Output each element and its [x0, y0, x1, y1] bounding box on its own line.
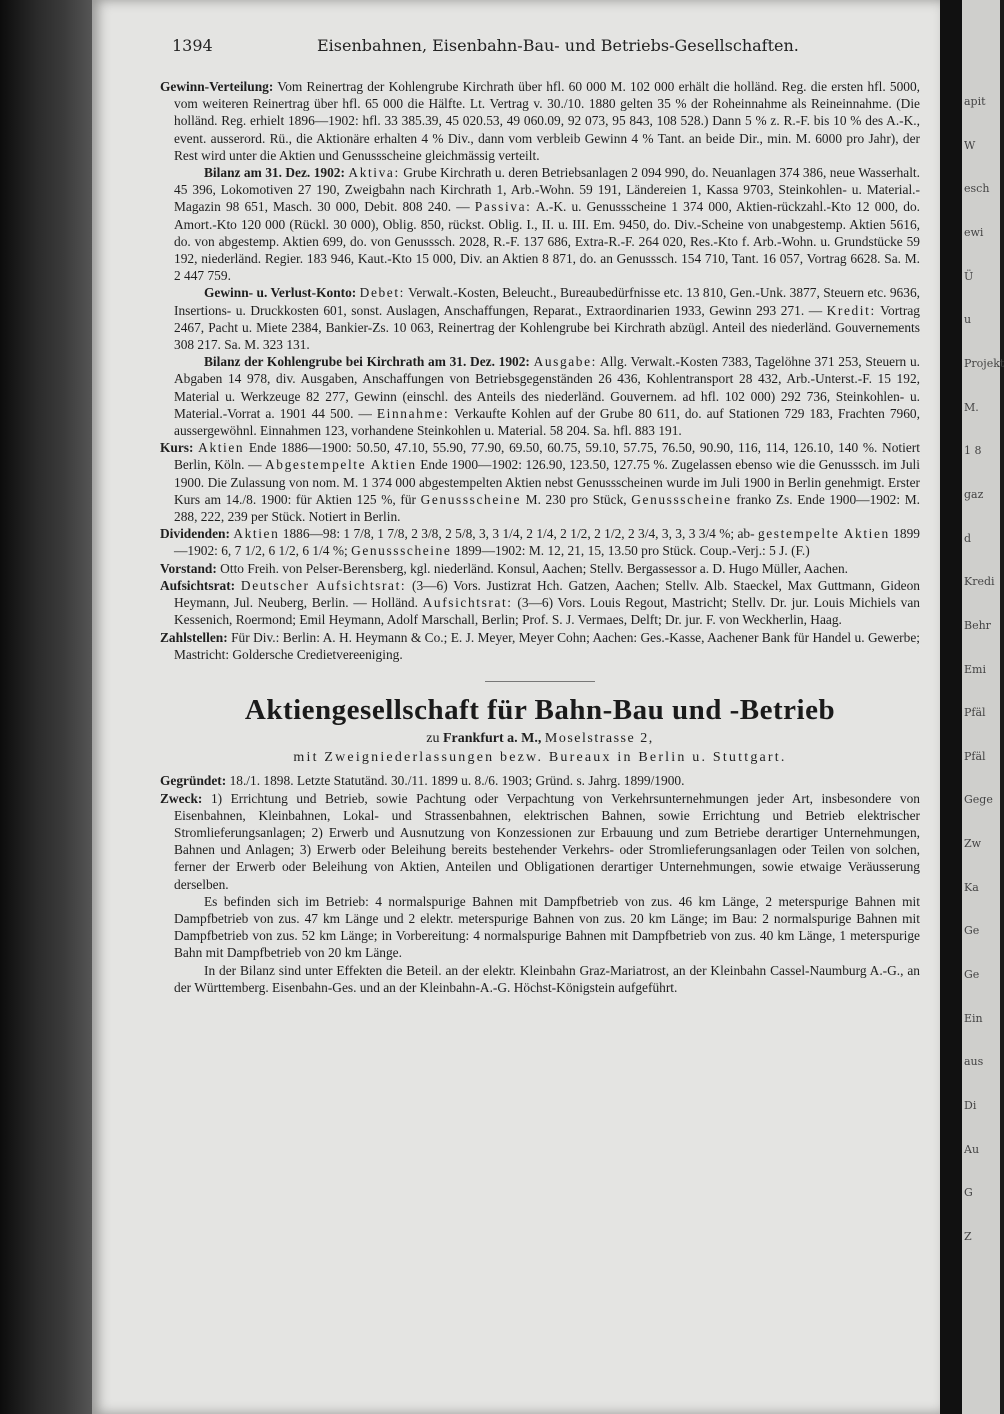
adjacent-page-fragment: Ge: [964, 968, 980, 981]
gewinn-verlust-label: Gewinn- u. Verlust-Konto:: [204, 285, 357, 301]
company-zu: zu: [426, 730, 440, 746]
gegruendet-label: Gegründet:: [160, 773, 227, 789]
running-title: Eisenbahnen, Eisenbahn-Bau- und Betriebs-Gesellschaften.: [317, 36, 799, 55]
kredit-text: Vortrag 2467, Pacht u. Miete 2384, Bankier-Zs. 10 063, Reinertrag der Kohlengrube bei Kirchrath abzügl. Anteil des niederländ. Gouvernements 308 217. Sa. M. 323 131.: [174, 302, 920, 353]
vorstand-text: Otto Freih. von Pelser-Berensberg, kgl. niederländ. Konsul, Aachen; Stellv. Bergassessor a. D. Hugo Müller, Aachen.: [220, 560, 848, 576]
zahlstellen-label: Zahlstellen:: [160, 629, 228, 645]
zahlstellen-paragraph: [160, 629, 920, 663]
section-divider: [485, 681, 595, 682]
adjacent-page-fragment: G: [964, 1186, 973, 1199]
kredit-label: Kredit:: [826, 302, 876, 318]
adjacent-page-edge: [940, 0, 1004, 1414]
ausgabe-text: Allg. Verwalt.-Kosten 7383, Tagelöhne 371 253, Steuern u. Abgaben 14 978, div. Ausgaben, Anschaffungen von Betriebsgegenständen 26 436, Kohlentransport 28 432, Arb.-Unterst.-F. 15 192, Material u. Werkzeuge 82 277, Gewinn (einschl. des Anteils des niederländ. Gouvernem. ad hfl. 102 000) 292 736, Steinkohlen- u. Material.-Vorrat a. 1901 44 500. —: [174, 354, 920, 421]
gegruendet-paragraph: [160, 772, 920, 789]
gegruendet-text: 18./1. 1898. Letzte Statutänd. 30./11. 1899 u. 8./6. 1903; Gründ. s. Jahrg. 1899/1900.: [229, 773, 685, 789]
dividenden-paragraph: [160, 525, 920, 559]
bilanz-1902-label: Bilanz am 31. Dez. 1902:: [204, 165, 345, 181]
gewinn-verteilung-label: Gewinn-Verteilung:: [160, 79, 274, 94]
kurs-text-3: M. 230 pro Stück,: [525, 491, 627, 507]
aufsichtsrat-paragraph: [160, 577, 920, 629]
bilanz-effekten-text: In der Bilanz sind unter Effekten die Beteil. an der elektr. Kleinbahn Graz-Mariatrost, an der Kleinbahn Cassel-Naumburg A.-G., an der Württemberg. Eisenbahn-Ges. und an der Kleinbahn-A.-G. Höchst-Königstein aufgeführt.: [174, 962, 920, 995]
aufsichtsrat-label: Aufsichtsrat:: [160, 577, 236, 593]
gewinn-verteilung-text: Vom Reinertrag der Kohlengrube Kirchrath über hfl. 60 000 M. 102 000 erhält die holländ. Reg. die ersten hfl. 5000, vom weiteren Reinertrag über hfl. 65 000 die Hälfte. Lt. Vertrag v. 30./10. 1880 gelten 35 % der Roheinnahme als Reineinnahme. (Die holländ. Reg. erhielt 1896—1902: hfl. 33 385.39, 45 020.53, 49 060.09, 92 073, 95 843, 108 528.) Dann 5 % z. R.-F. bis 10 % des A.-K., event. ausserord. Rü., die Aktionäre erhalten 4 % Div., dann vom verbleib Gewinn 4 % Tant. an beide Dir., min. M. 6000 pro Jahr), der Rest wird unter die Aktien und Genussscheine gleichmässig verteilt.: [174, 79, 920, 163]
kurs-aktien-label: Aktien: [198, 440, 245, 456]
betrieb-text: Es befinden sich im Betrieb: 4 normalspurige Bahnen mit Dampfbetrieb von zus. 46 km Länge, 2 meterspurige Bahnen mit Dampfbetrieb von zus. 47 km Länge und 2 elektr. meterspurige Bahnen von zus. 20 km Länge; im Bau: 2 normalspurige Bahnen mit Dampfbetrieb von zus. 52 km Länge; in Vorbereitung: 4 normalspurige Bahnen mit Dampfbetrieb von zus. 40 km Länge, 1 meterspurige Bahn mit Dampfbetrieb von 20 km Länge.: [174, 893, 920, 961]
gewinn-verlust-paragraph: [160, 284, 920, 353]
page-number: 1394: [172, 36, 213, 55]
div-genuss-label: Genussscheine: [351, 543, 452, 559]
kurs-text-2: Ende 1900—1902: 126.90, 123.50, 127.75 %. Zugelassen ebenso wie die Genusssch. im Juli 1900. Die Zulassung von nom. M. 1 374 000 abgestempelten Aktien nebst Genussscheinen wurde im Juli 1900 in Berlin genehmigt. Erster Kurs am 14./8. 1900: für Aktien 125 %, für: [174, 457, 920, 507]
div-abgest-label: gestempelte Aktien: [757, 526, 890, 542]
kurs-genuss-label: Genussscheine: [420, 491, 522, 507]
bilanz-kohlengrube-paragraph: [160, 353, 920, 439]
zweck-text: 1) Errichtung und Betrieb, sowie Pachtung oder Verpachtung von Verkehrsunternehmungen jeder Art, insbesondere von Eisenbahnen, Kleinbahnen, Lokal- und Strassenbahnen, elektrischen Bahnen, sowie Errichtung und Betrieb elektrischer Stromlieferungsanlagen; 2) Erwerb und Ausnutzung von Konzessionen zur Erbauung und zum Betriebe derartiger Unternehmungen, Bahnen und Anlagen; 3) Erwerb oder Beleihung bereits bestehender Verkehrs- oder Stromlieferungsanlagen oder Teilen von solchen, ferner der Erwerb oder Beleihung von Aktien, Anteilen und Obligationen derartiger Unternehmungen, sowie etwaige Veräusserung derselben.: [174, 790, 920, 892]
kurs-abgest-label: Abgestempelte Aktien: [265, 457, 417, 473]
passiva-text: A.-K. u. Genussscheine 1 374 000, Aktien-rückzahl.-Kto 12 000, do. Amort.-Kto 120 000 (Rückl. 30 000), Oblig. 850, rückst. Oblig. I., II. u. III. Em. 9450, do. Div.-Scheine von unabgestemp. Aktien 5616, do. von abgestemp. Aktien 699, do. von Genusssch. 2028, R.-F. 137 686, Extra-R.-F. 264 020, Res.-Kto f. Arb.-Wohn. u. Grundstücke 59 192, niederländ. Regier. 183 946, Kaut.-Kto 15 000, Div. an Aktien 8 871, do. an Genusssch. 154 710, Tant. 16 057, Vortrag 6628. Sa. M. 2 447 759.: [174, 199, 920, 284]
debet-text: Verwalt.-Kosten, Beleucht., Bureaubedürfnisse etc. 13 810, Gen.-Unk. 3877, Steuern etc. 9636, Insertions- u. Druckkosten 601, sonst. Auslagen, Anschaffungen, Reparat., Extraordinarien 1933, Gewinn 293 271. —: [174, 285, 920, 318]
adjacent-page-fragment: Ü: [964, 270, 974, 283]
adjacent-page-fragment: Ka: [964, 881, 979, 894]
einnahme-text: Verkaufte Kohlen auf der Grube 80 611, do. auf Stationen 729 183, Frachten 7960, aussergewöhnl. Einnahmen 123, vorhandene Steinkohlen u. Material. 58 204. Sa. hfl. 883 191.: [174, 405, 920, 439]
ausgabe-label: Ausgabe:: [533, 354, 597, 370]
betrieb-paragraph: [160, 893, 920, 962]
vorstand-label: Vorstand:: [160, 560, 217, 576]
adjacent-page-fragment: Au: [964, 1143, 980, 1156]
adjacent-page-fragment: Gege: [964, 793, 993, 806]
adjacent-page-fragment: Di: [964, 1099, 977, 1112]
adjacent-page-fragment: 1 8: [964, 444, 982, 457]
bilanz-effekten-paragraph: [160, 962, 920, 996]
adjacent-page-fragment: Projekt: [964, 357, 1004, 370]
adjacent-page-fragment: u: [964, 313, 972, 326]
debet-label: Debet:: [359, 285, 405, 301]
page-content: [160, 78, 920, 1388]
bilanz-kohlengrube-label: Bilanz der Kohlengrube bei Kirchrath am 31. Dez. 1902:: [204, 354, 530, 370]
adjacent-page-fragment: Z: [964, 1230, 972, 1243]
deutscher-aufsichtsrat-label: Deutscher Aufsichtsrat:: [240, 577, 407, 593]
adjacent-page-fragment: W: [964, 139, 976, 152]
adjacent-page-fragment: Zw: [964, 837, 982, 850]
page-header: [172, 36, 832, 60]
adjacent-page-fragment: Behr: [964, 619, 991, 632]
einnahme-label: Einnahme:: [376, 405, 450, 421]
adjacent-page-fragment: M.: [964, 401, 979, 414]
aktiva-label: Aktiva:: [348, 165, 400, 181]
adjacent-page-fragment: Ein: [964, 1012, 983, 1025]
zweck-label: Zweck:: [160, 790, 203, 806]
adjacent-page-fragment: Pfäl: [964, 706, 986, 719]
adjacent-page-fragment: d: [964, 532, 972, 545]
aktiva-text: Grube Kirchrath u. deren Betriebsanlagen 2 094 990, do. Neuanlagen 374 386, neue Wasserhalt. 45 396, Lokomotiven 27 190, Zweigbahn nach Kirchrath 1, Arb.-Wohn. 59 191, Ländereien 1, Kassa 9703, Steinkohlen- u. Material.-Magazin 98 651, Masch. 30 000, Debit. 808 240. —: [174, 165, 921, 215]
kurs-text-4: franko Zs. Ende 1900—1902: M. 288, 222, 239 per Stück. Notiert in Berlin.: [174, 491, 920, 525]
adjacent-page-fragment: Kredi: [964, 575, 995, 588]
zweck-paragraph: [160, 790, 920, 893]
company-branches: mit Zweigniederlassungen bezw. Bureaux in Berlin u. Stuttgart.: [293, 750, 787, 766]
company-city: Frankfurt a. M.,: [443, 730, 542, 746]
div-aktien-label: Aktien: [233, 526, 280, 542]
adjacent-page-fragment: gaz: [964, 488, 984, 501]
company-location: [160, 730, 920, 747]
kurs-paragraph: [160, 439, 920, 525]
passiva-label: Passiva:: [474, 199, 532, 215]
company-street: Moselstrasse 2,: [544, 730, 654, 746]
kurs-text-1: Ende 1886—1900: 50.50, 47.10, 55.90, 77.90, 69.50, 60.75, 59.10, 57.75, 76.50, 90.90, 116, 114, 126.10, 140 %. Notiert Berlin, Köln. —: [174, 440, 920, 473]
div-text-2: 1899—1902: 6, 7 1/2, 6 1/2, 6 1/4 %;: [174, 526, 920, 559]
adjacent-page-fragment: esch: [964, 182, 990, 195]
vorstand-paragraph: [160, 560, 920, 577]
adjacent-page-fragment: ewi: [964, 226, 984, 239]
kurs-label: Kurs:: [160, 440, 194, 456]
dividenden-label: Dividenden:: [160, 526, 230, 542]
adjacent-page-fragment: aus: [964, 1055, 984, 1068]
gewinn-verteilung-paragraph: [160, 78, 920, 164]
zahlstellen-text: Für Div.: Berlin: A. H. Heymann & Co.; E. J. Meyer, Meyer Cohn; Aachen: Ges.-Kasse, Aachener Bank für Handel u. Gewerbe; Mastricht: Goldersche Credietvereeniging.: [174, 629, 920, 662]
kurs-genuss-franko-label: Genussscheine: [631, 491, 732, 507]
adjacent-page-fragment: Ge: [964, 924, 980, 937]
adjacent-page-fragment: Emi: [964, 663, 986, 676]
holl-aufsichtsrat-label: Aufsichtsrat:: [422, 595, 513, 611]
bilanz-1902-paragraph: [160, 164, 920, 284]
adjacent-page-fragment: Pfäl: [964, 750, 986, 763]
div-text-1: 1886—98: 1 7/8, 1 7/8, 2 3/8, 2 5/8, 3, 3 1/4, 2 1/4, 2 1/2, 2 1/2, 2 3/4, 3, 3, 3 3/4 %; ab-: [282, 526, 755, 542]
company-title: Aktiengesellschaft für Bahn-Bau und -Betrieb: [244, 693, 836, 726]
adjacent-page-fragment: apit: [964, 95, 986, 108]
aufsichtsrat-text-1: (3—6) Vors. Justizrat Hch. Gatzen, Aachen; Stellv. Alb. Staeckel, Max Guttmann, Gideon Heymann, Jul. Neuberg, Berlin. — Holländ.: [174, 577, 920, 611]
div-text-3: 1899—1902: M. 12, 21, 15, 13.50 pro Stück. Coup.-Verj.: 5 J. (F.): [454, 543, 810, 559]
aufsichtsrat-text-2: (3—6) Vors. Louis Regout, Mastricht; Stellv. Dr. jur. Louis Michiels van Kessenich, Roermond; Emil Heymann, Adolf Marschall, Berlin; Prof. S. J. Vermaes, Delft; Dr. jur. F. von Weckherlin, Haag.: [174, 595, 920, 628]
book-spine-shadow: [0, 0, 92, 1414]
